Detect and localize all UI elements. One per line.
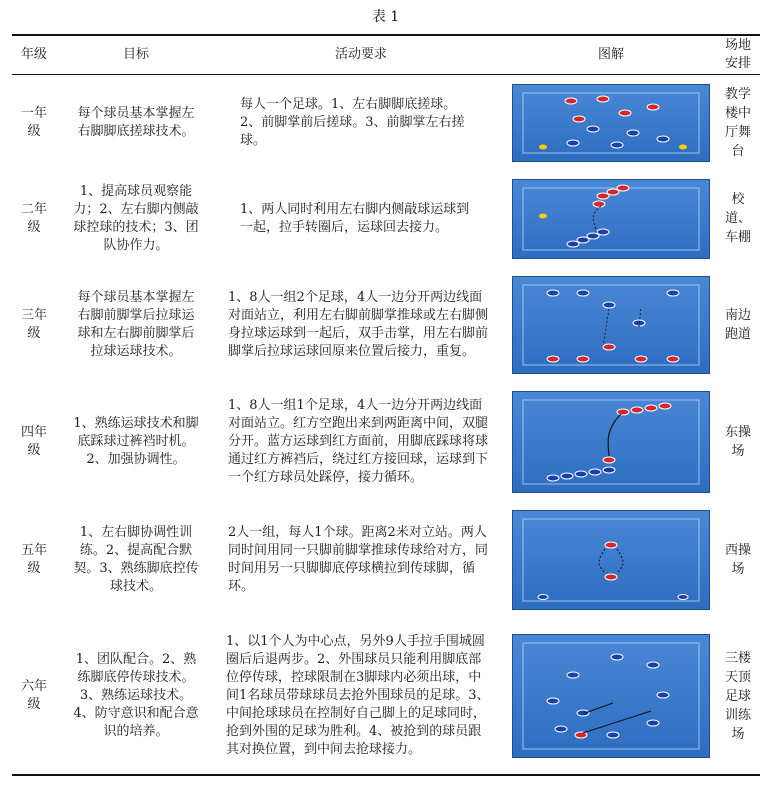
goal-cell: 1、团队配合。2、熟练脚底停传球技术。3、熟练运球技术。4、防守意识和配合意识的培养。 xyxy=(73,652,199,739)
goal-cell: 1、左右脚协调性训练。2、提高配合默契。3、熟练脚底控传球技术。 xyxy=(73,524,199,594)
diagram-cell xyxy=(506,171,716,267)
venue-cell: 南边跑道 xyxy=(724,307,751,342)
venue-cell: 东操场 xyxy=(724,424,751,459)
diagram-cell xyxy=(506,501,716,619)
table-row xyxy=(12,75,760,171)
grade-cell: 二年级 xyxy=(20,201,47,235)
activity-cell: 1、以1个人为中心点，另外9人手拉手围城圆圈后后退两步。2、外围球员只能利用脚底部位停传球，控球限制在3脚球内必须出球，中间1名球员带球球员去抢外围球员的足球。3、中间抢球球员在控制好自己脚上的足球同时，抢到外围的足球为胜利。4、被抢到的球员跟其对换位置，到中间去抢球接力。 xyxy=(226,634,490,757)
drill-diagram-grade1 xyxy=(512,84,710,162)
diagram-cell xyxy=(506,267,716,383)
venue-cell: 校道、车棚 xyxy=(724,192,751,245)
header-venue: 场地安排 xyxy=(716,35,760,75)
diagram-cell xyxy=(506,619,716,775)
header-diagram: 图解 xyxy=(506,35,716,75)
activity-cell: 1、8人一组2个足球，4人一边分开两边线面对面站立，利用左右脚前脚掌推球或左右脚侧身拉球运球到一起后，双手击掌，用左右脚前脚掌后拉球运球回原来位置后接力，重复。 xyxy=(228,289,489,359)
venue-cell: 西操场 xyxy=(724,542,751,577)
diagram-cell xyxy=(506,383,716,501)
venue-cell: 教学楼中厅舞台 xyxy=(724,86,751,159)
goal-cell: 每个球员基本掌握左右脚脚底搓球技术。 xyxy=(77,105,195,139)
drill-diagram-grade5 xyxy=(512,510,710,610)
diagram-cell xyxy=(506,75,716,171)
drill-diagram-grade3 xyxy=(512,276,710,374)
drill-diagram-grade6 xyxy=(512,634,710,758)
pitch-drawing xyxy=(513,511,709,609)
activity-cell: 1、8人一组1个足球，4人一边分开两边线面对面站立。红方空跑出来到两距离中间，双腿分开。蓝方运球到红方面前，用脚底踩球将球通过红方裤裆后，绕过红方接回球，运球到下一个红方球员处踩停，接力循环。 xyxy=(228,397,489,485)
table-row xyxy=(12,501,760,619)
goal-cell: 1、提高球员观察能力；2、左右脚内侧敲球控球的技术；3、团队协作力。 xyxy=(73,183,199,253)
header-activity: 活动要求 xyxy=(216,35,506,75)
drill-diagram-grade2 xyxy=(512,179,710,259)
pitch-drawing xyxy=(513,85,709,161)
table-row xyxy=(12,619,760,775)
drill-diagram-grade4 xyxy=(512,391,710,493)
goal-cell: 每个球员基本掌握左右脚前脚掌后拉球运球和左右脚前脚掌后拉球运球技术。 xyxy=(77,289,195,359)
grade-cell: 三年级 xyxy=(20,307,47,341)
grade-cell: 四年级 xyxy=(20,424,47,458)
grade-cell: 五年级 xyxy=(20,542,47,576)
activity-cell: 2人一组，每人1个球。距离2米对立站。两人同时间用同一只脚前脚掌推球传球给对方，同时间用另一只脚脚底停球横拉到传球脚，循环。 xyxy=(228,524,489,594)
pitch-drawing xyxy=(513,392,709,492)
header-grade: 年级 xyxy=(12,35,56,75)
grade-cell: 六年级 xyxy=(20,679,47,712)
training-table xyxy=(12,34,760,776)
grade-cell: 一年级 xyxy=(20,105,47,139)
goal-cell: 1、熟练运球技术和脚底踩球过裤裆时机。2、加强协调性。 xyxy=(73,415,199,467)
pitch-drawing xyxy=(513,635,709,757)
activity-cell: 1、两人同时利用左右脚内侧敲球运球到一起，拉手转圈后，运球回去接力。 xyxy=(240,201,470,235)
header-goal: 目标 xyxy=(56,35,216,75)
table-row xyxy=(12,267,760,383)
activity-cell: 每人一个足球。1、左右脚脚底搓球。2、前脚掌前后搓球。3、前脚掌左右搓球。 xyxy=(240,96,465,148)
pitch-drawing xyxy=(513,180,709,258)
venue-cell: 三楼天顶足球训练场 xyxy=(724,650,751,742)
table-caption: 表 1 xyxy=(371,9,400,25)
header-row xyxy=(12,35,760,75)
table-row xyxy=(12,383,760,501)
pitch-drawing xyxy=(513,277,709,373)
table-row xyxy=(12,171,760,267)
